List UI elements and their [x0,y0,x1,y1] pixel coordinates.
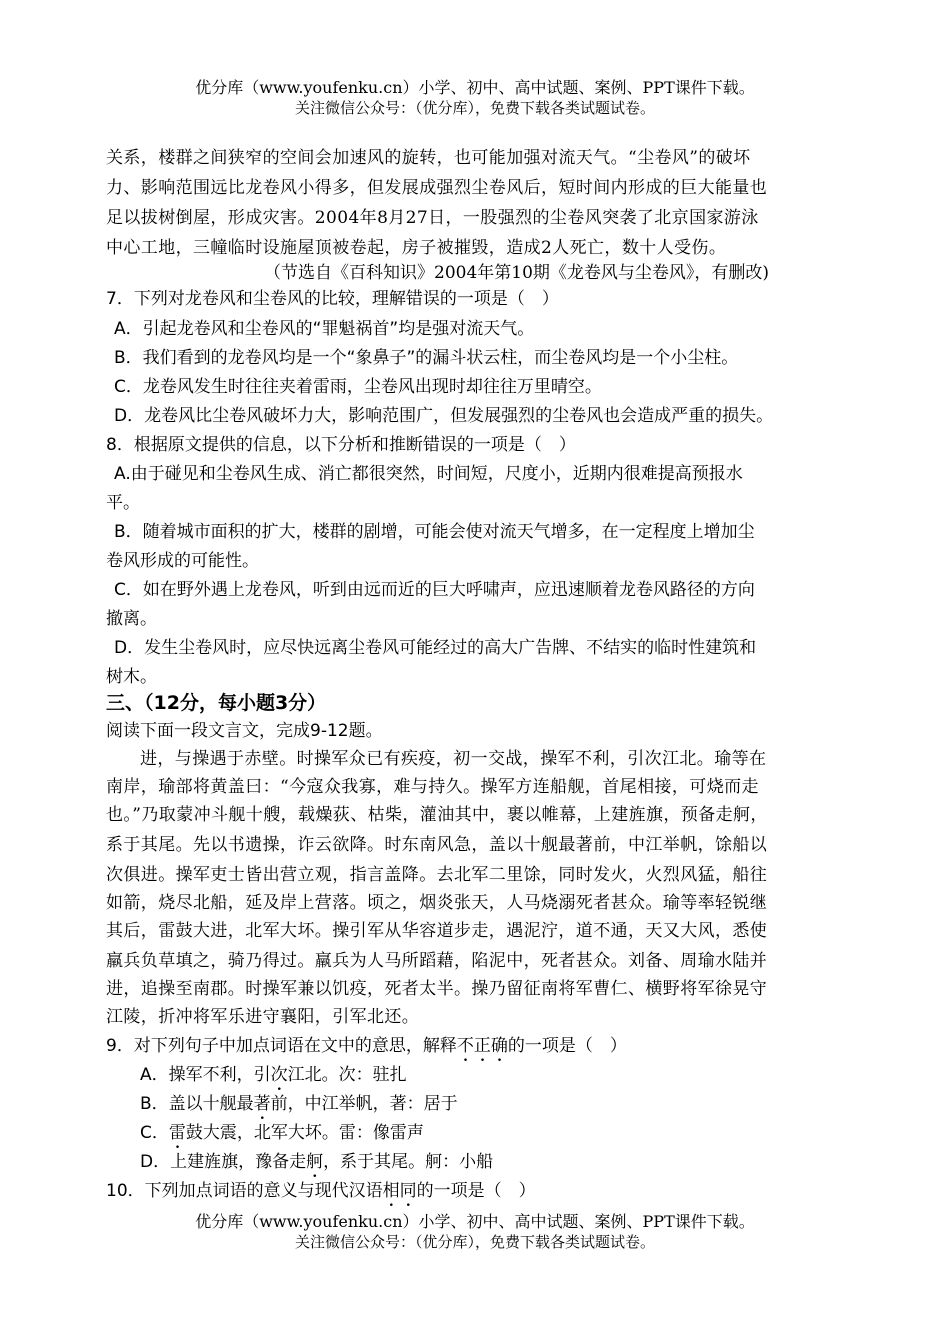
header-line-2: 关注微信公众号：（优分库），免费下载各类试题试卷。 [294,99,655,117]
section-instruction: 阅读下面一段文言文，完成9-12题。 [106,721,383,741]
option-line: D．发生尘卷风时，应尽快远离尘卷风可能经过的高大广告牌、不结实的临时性建筑和 [114,638,757,658]
option-line: 平。 [106,493,140,513]
option-text: D．上建旌旗，豫备走 [140,1152,307,1172]
page-footer [0,1212,950,1252]
option-a: A．引起龙卷风和尘卷风的“罪魁祸首”均是强对流天气。 [114,319,535,339]
passage-source: （节选自《百科知识》2004年第10期《龙卷风与尘卷风》，有删改) [264,263,770,283]
classical-line: 江陵，折冲将军乐进守襄阳，引军北还。 [106,1007,420,1027]
section-title: 三、（12分，每小题3分） [106,692,327,714]
classical-line: 进，与操遇于赤壁。时操军众已有疾疫，初一交战，操军不利，引次江北。瑜等在 [140,749,767,769]
passage-line: 力、影响范围远比龙卷风小得多，但发展成强烈尘卷风后，短时间内形成的巨大能量也 [106,178,768,198]
passage-line: 足以拔树倒屋，形成灾害。2004年8月27日，一股强烈的尘卷风突袭了北京国家游泳 [106,208,759,228]
option-b: B．我们看到的龙卷风均是一个“象鼻子”的漏斗状云柱，而尘卷风均是一个小尘柱。 [114,348,739,368]
passage-line: 中心工地，三幢临时设施屋顶被卷起，房子被摧毁，造成2人死亡，数十人受伤。 [106,238,727,258]
question-stem: 8．根据原文提供的信息，以下分析和推断错误的一项是（ ） [106,435,576,455]
footer-line-1: 优分库（www.youfenku.cn）小学、初中、高中试题、案例、PPT课件下载。 [195,1212,755,1231]
dotted-word: 雷 [168,1123,186,1143]
option-c: C．龙卷风发生时往往夹着雷雨，尘卷风出现时却往往万里晴空。 [114,377,602,397]
footer-line-2: 关注微信公众号：（优分库），免费下载各类试题试卷。 [294,1233,655,1251]
option-line: C．如在野外遇上龙卷风，听到由远而近的巨大呼啸声，应迅速顺着龙卷风路径的方向 [114,580,755,600]
option-line: 撤离。 [106,609,157,629]
classical-line: 也。”乃取蒙冲斗舰十艘，载燥荻、枯柴，灌油其中，裹以帷幕，上建旌旗，预备走舸， [106,805,768,825]
option-letter: C． [140,1123,169,1143]
emphasis-text: 相同 [382,1181,417,1201]
option-line: A.由于碰见和尘卷风生成、消亡都很突然，时间短，尺度小，近期内很难提高预报水 [114,464,743,484]
header-line-1: 优分库（www.youfenku.cn）小学、初中、高中试题、案例、PPT课件下载。 [195,78,755,97]
question-stem: 7．下列对龙卷风和尘卷风的比较，理解错误的一项是（ ） [106,289,559,309]
stem-text: 的一项是（ ） [507,1036,627,1056]
stem-text: 10．下列加点词语的意义与现代汉语 [106,1181,383,1201]
page-header [0,78,950,118]
stem-text: 的一项是（ ） [416,1181,536,1201]
dotted-word: 次 [270,1065,288,1085]
stem-text: 9．对下列句子中加点词语在文中的意思，解释 [106,1036,457,1056]
classical-line: 次俱进。操军吏士皆出营立观，指言盖降。去北军二里馀，同时发火，火烈风猛，船往 [106,865,768,885]
option-text: ，系于其尾。舸：小船 [323,1152,494,1172]
classical-line: 其后，雷鼓大进，北军大坏。操引军从华容道步走，遇泥泞，道不通，天又大风，悉使 [106,921,768,941]
dotted-word: 舸 [306,1152,324,1172]
classical-line: 羸兵负草填之，骑乃得过。羸兵为人马所蹈藉，陷泥中，死者甚众。刘备、周瑜水陆并 [106,951,768,971]
option-text: 鼓大震，北军大坏。雷：像雷声 [185,1123,424,1143]
dotted-word: 著 [253,1094,271,1114]
option-line: B．随着城市面积的扩大，楼群的剧增，可能会使对流天气增多，在一定程度上增加尘 [114,522,755,542]
classical-line: 如箭，烧尽北船，延及岸上营落。顷之，烟炎张天，人马烧溺死者甚众。瑜等率轻锐继 [106,893,768,913]
option-text: A．操军不利，引 [140,1065,271,1085]
option-text: B．盖以十舰最 [140,1094,254,1114]
option-text: 江北。次：驻扎 [287,1065,407,1085]
classical-line: 进，追操至南郡。时操军兼以饥疫，死者太半。操乃留征南将军曹仁、横野将军徐晃守 [106,979,768,999]
option-line: 卷风形成的可能性。 [106,551,259,571]
classical-line: 系于其尾。先以书遗操，诈云欲降。时东南风急，盖以十舰最著前，中江举帆，馀船以 [106,835,768,855]
classical-line: 南岸，瑜部将黄盖曰：“今寇众我寡，难与持久。操军方连船舰，首尾相接，可烧而走 [106,777,759,797]
question-10-stem [106,1176,536,1211]
option-line: 树木。 [106,667,157,687]
option-d: D．龙卷风比尘卷风破坏力大，影响范围广，但发展强烈的尘卷风也会造成严重的损失。 [114,406,774,426]
passage-line: 关系，楼群之间狭窄的空间会加速风的旋转，也可能加强对流天气。“尘卷风”的破坏 [106,148,751,168]
option-text: 前，中江举帆，著：居于 [270,1094,458,1114]
emphasis-text: 不正确 [456,1036,508,1056]
